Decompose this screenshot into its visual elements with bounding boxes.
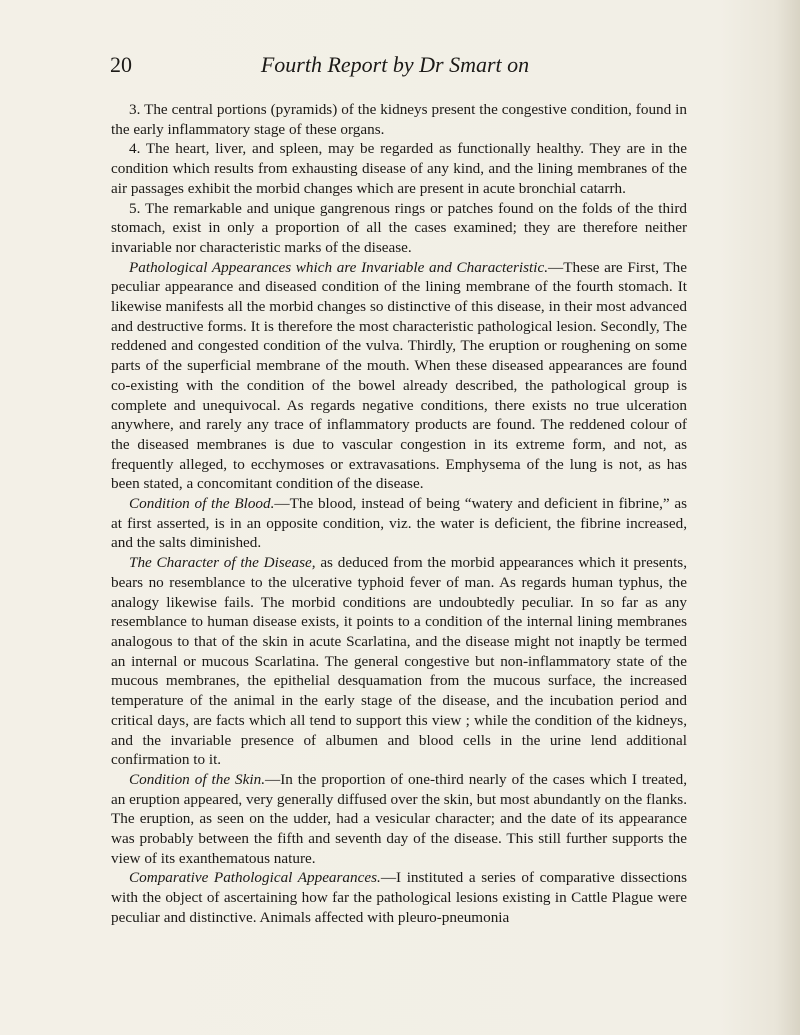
paragraph-text: —The blood, instead of being “watery and deficient in fibrine,” as at first asserted, is in an opposite condition, viz. the water is deficient, the fibrine increased, and the salts diminished. — [111, 495, 687, 552]
paragraph — [111, 100, 687, 139]
paragraph-text: 3. The central portions (pyramids) of the kidneys present the congestive condition, found in the early inflammatory stage of these organs. — [111, 101, 687, 138]
paragraph-text: 5. The remarkable and unique gangrenous rings or patches found on the folds of the third stomach, exist in only a proportion of all the cases examined; they are therefore neither invariable nor characteristic marks of the disease. — [111, 199, 687, 256]
body-text — [111, 100, 687, 928]
running-title: Fourth Report by Dr Smart on — [260, 52, 530, 77]
paragraph-lead: Condition of the Blood. — [129, 495, 275, 513]
paragraph — [111, 139, 687, 198]
paragraph-lead: Pathological Appearances which are Invariable and Characteristic. — [129, 258, 549, 276]
paragraph — [111, 770, 687, 869]
paragraph-text: 4. The heart, liver, and spleen, may be regarded as functionally healthy. They are in the condition which results from exhausting disease of any kind, and the lining membranes of the air passages exhibit the morbid changes which are present in acute bronchial catarrh. — [111, 140, 687, 197]
paragraph — [111, 494, 687, 553]
paragraph-lead: The Character of the Disease, — [129, 554, 316, 572]
paragraph-text: —I instituted a series of comparative dissections with the object of ascertaining how far the pathological lesions existing in Cattle Plague were peculiar and distinctive. Animals affected with pleuro-pneumonia — [111, 869, 687, 926]
paragraph-lead: Comparative Pathological Appearances. — [129, 869, 381, 887]
page-header — [110, 52, 680, 84]
paragraph-text: —In the proportion of one-third nearly of the cases which I treated, an eruption appeared, very generally diffused over the skin, but most abundantly on the flanks. The eruption, as seen on the udder, had a vesicular character; and the date of its appearance was probably between the fifth and seventh day of the disease. This still further supports the view of its exanthematous nature. — [111, 770, 688, 867]
paragraph-text: —These are First, The peculiar appearance and diseased condition of the lining membrane of the fourth stomach. It likewise manifests all the morbid changes so distinctive of this disease, in their most advanced and destructive forms. It is therefore the most characteristic pathological lesion. Secondly, The reddened and congested condition of the vulva. Thirdly, The eruption or roughening on some parts of the superficial membrane of the mouth. When these diseased appearances are found co-existing with the condition of the bowel already described, the pathological group is complete and unequivocal. As regards negative conditions, there exists no true ulceration anywhere, and rarely any trace of inflammatory products are found. The reddened colour of the diseased membranes is due to vascular congestion in its extreme form, and not, as frequently alleged, to ecchymoses or extravasations. Emphysema of the lung is not, as has been stated, a concomitant condition of the disease. — [111, 258, 687, 493]
paragraph-lead: Condition of the Skin. — [129, 770, 265, 788]
paragraph — [111, 868, 687, 927]
paragraph-text: as deduced from the morbid appearances which it presents, bears no resemblance to the ulcerative typhoid fever of man. As regards human typhus, the analogy likewise fails. The morbid conditions are undoubtedly peculiar. In so far as any resemblance to human disease exists, it points to a condition of the internal lining membranes analogous to that of the skin in acute Scarlatina, and the disease might not inaptly be termed an internal or mucous Scarlatina. The general congestive but non-inflammatory state of the mucous membranes, the epithelial desquamation from the mucous surface, the increased temperature of the animal in the early stage of the disease, and the incubation period and critical days, are facts which all tend to support this view ; while the condition of the kidneys, and the invariable presence of albumen and blood cells in the urine lend additional confirmation to it. — [111, 554, 687, 769]
paragraph — [111, 199, 687, 258]
paragraph — [111, 553, 687, 770]
paragraph — [111, 258, 687, 494]
page-number: 20 — [110, 52, 132, 77]
